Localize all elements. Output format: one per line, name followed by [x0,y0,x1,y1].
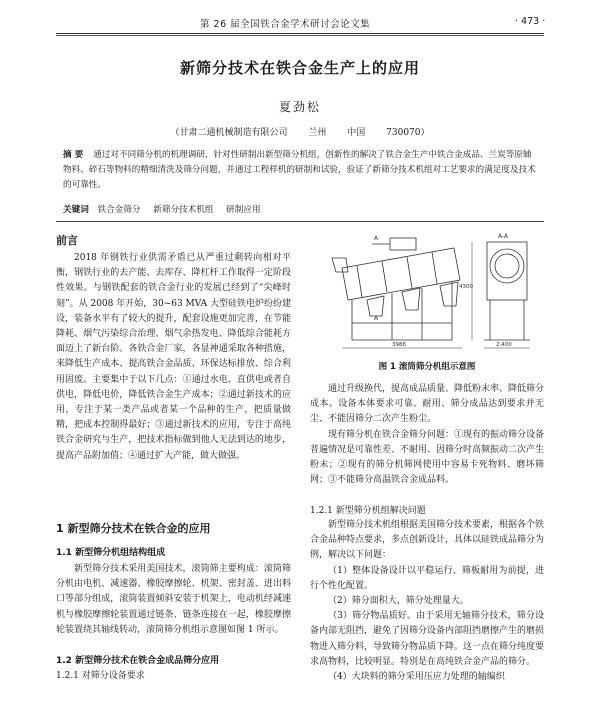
abstract-label: 摘 要 [63,150,84,160]
section-1-2-1-paragraph: 新型筛分技术机组根据美国筛分技术要素，根据各个铁合金品种特点要求，多点创新设计，具体以硅铁成品筛分为例，解决以下问题： [310,520,545,561]
section-1-1-paragraph: 新型筛分技术采用美国技术，滚筒筛主要构成：滚筒筛分机由电机、减速器、橡胶摩擦轮、机架、密封盖、进出料口等部分组成，滚筒装置倾斜安装于机架上，电动机经减速机与橡胶摩擦轮装置通过链条、链条连接在一起，橡胶摩擦轮装置绕其轴线转动，滚筒筛分机组示意图如图 1 所示。 [56,564,291,635]
section-drum-inner [495,254,519,278]
keyword-item: 研制应用 [226,205,261,215]
list-item: （3）筛分物品质好。由于采用无轴筛分技术，筛分设备内部无阻挡，避免了因筛分设备内部阻挡磨擦产生的磨损物进入筛分料，导致筛分物品质下降。这一点在筛分纯度要求高物料，比较明显。特别是在高纯铁合金产品的筛分。 [310,611,545,667]
figure-label-a-top: A [374,235,379,242]
abstract-divider [56,221,544,222]
paper-title: 新筛分技术在铁合金生产上的应用 [179,59,420,77]
keywords [63,203,537,215]
list-item: （1）整体设备设计以平稳运行、筛板耐用为前提，进行个性化配置。 [310,565,544,591]
discharge-chute [402,288,420,310]
drum-ring [407,257,412,288]
figure-drum-screen-diagram [312,228,542,354]
affiliation-org: （甘肃二通机械制造有限公司 [170,128,288,138]
affiliation [0,125,600,138]
intro-paragraph: 2018 年钢铁行业供需矛盾已从严重过剩转向相对平衡，钢铁行业的去产能、去库存、降杠杆工作取得一定阶段性效果。与钢铁配套的铁合金行业的发展已经到了“尖峰时刻”。从 2008 年开始，30~63 MVA 大型硅铁电炉纷纷建设，装备水平有了较大的提升，配套设施更加完善，在节能降耗、烟气污染综合治理、烟气余热发电、降低综合能耗方面迈上了新台阶。各铁合金厂家，各显神通采取各种措施，来降低生产成本、提高铁合金品质、环保达标排放、综合利用固废。主要集中于以下几点：①通过水电、直供电或者自供电，降低电价，降低铁合金生产成本；②通过新技术的应用，专注于某一类产品或者某一个品种的生产，把质量做精，把成本控制得最好；③通过新技术的应用，专注于高纯铁合金研究与生产，把技术指标做到他人无法到达的地步，提高产品附加值；④通过扩大产能，做大做强。 [56,253,291,461]
right-column-body [310,382,544,488]
affiliation-country: 中国 [347,128,366,138]
right-paragraph: 现有筛分机在铁合金筛分问题：①现有的振动筛分设备普遍情况是可靠性差、不耐用、因筛分时高频振动二次产生粉末；②现有的筛分机筛网使用中容易卡死物料、磨坏筛网；③不能筛分高温铁合金成品料。 [310,429,545,486]
discharge-chute [440,282,458,306]
drum-ring [382,261,387,292]
figure-dimension-length: 3988 [392,342,406,348]
section-heading-1-2-1: 1.2.1 对筛分设备要求 [56,671,145,681]
header-divider [56,33,544,34]
section-heading-1-2: 1.2 新型筛分技术在铁合金成品筛分应用 [56,656,220,666]
section-heading-1-1: 1.1 新型筛分机组结构组成 [56,548,166,558]
figure-label-section: A-A [498,233,509,240]
affiliation-city: 兰州 [308,128,327,138]
intro-body [56,251,291,464]
keyword-item: 铁合金筛分 [97,205,141,215]
conference-title: 第 26 届全国铁合金学术研讨会论文集 [200,19,371,30]
running-header [0,14,600,30]
abstract-text: 通过对不同筛分机的机理调研，针对性研制出新型筛分机组，创新性的解决了铁合金生产中铁合金成品、兰炭等原辅物料、碎石等物料的精细清洗及筛分问题，并通过工程样机的研制和试验，验证了新筛分技术机组对工艺要求的满足度及技术的可靠性。 [63,150,536,190]
list-item: （4）大块料的筛分采用压应力处理的轴编织 [328,672,505,683]
discharge-chute [367,296,384,316]
author-name: 夏劲松 [278,100,321,114]
section-frame [487,242,527,300]
section-1-2-1-body [310,518,544,685]
figure-caption: 图 1 滚筒筛分机组示意图 [378,362,476,372]
drum-ring [357,266,362,297]
section-heading-1: 1 新型筛分技术在铁合金的应用 [56,522,211,535]
feed-hopper [332,258,348,272]
header-divider-thin [56,35,544,36]
right-paragraph: 通过升级换代，提高成品质量、降低粉末率、降低筛分成本。设备本体要求可靠、耐用、筛分成品达到要求并无尘、不能因筛分二次产生粉尘。 [310,384,545,425]
figure-dimension-height: 4300 [459,284,473,290]
section-heading-intro: 前言 [56,234,78,247]
affiliation-postcode: 730070） [386,128,430,138]
page-number: · 473 · [515,16,546,27]
section-1-1-body [56,562,291,638]
keyword-item: 新筛分技术机组 [153,205,214,215]
drum-body [342,248,460,300]
abstract [63,148,537,193]
figure-label-a-bottom: A [374,315,379,322]
list-item: （2）筛分面积大，筛分处理量大。 [328,596,469,607]
keywords-label: 关键词 [63,205,89,215]
section-heading-1-2-1b: 1.2.1 新型筛分机组解决问题 [310,506,426,516]
figure-dimension-width: 2.400 [496,342,512,348]
motor-gearbox [390,238,416,250]
drum-ring [432,252,437,284]
